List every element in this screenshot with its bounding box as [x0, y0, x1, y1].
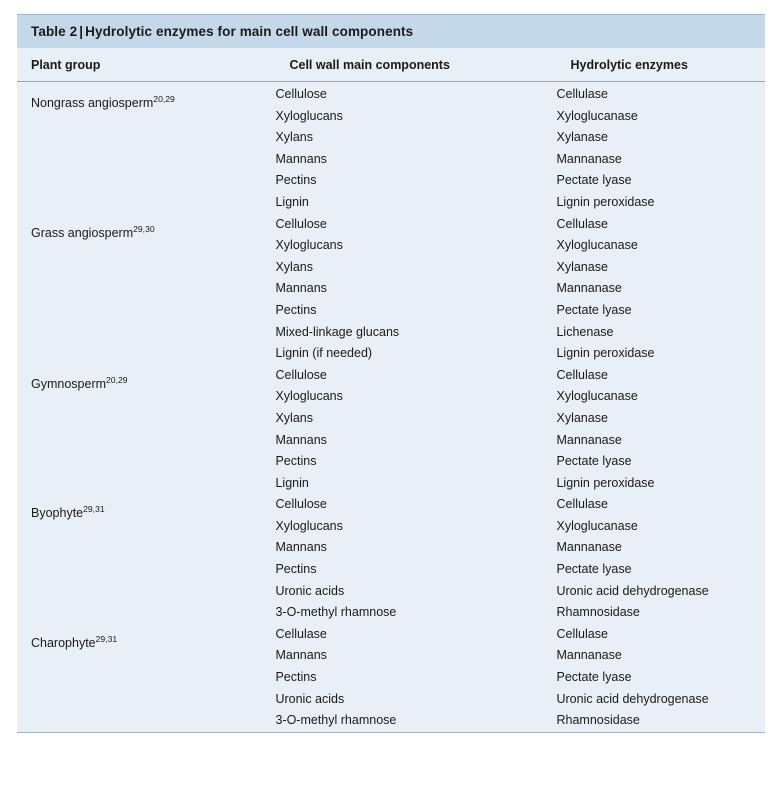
plant-group-reference: 29,31: [83, 504, 105, 515]
table-caption-separator: |: [79, 24, 84, 39]
enzyme-item: Cellulase: [556, 216, 608, 231]
component-item: Pectins: [275, 670, 317, 685]
enzyme-item: Lichenase: [556, 324, 614, 339]
enzymes-list: [556, 82, 755, 214]
enzyme-item: Lignin peroxidase: [556, 346, 655, 361]
component-item: Mannans: [275, 540, 327, 555]
enzyme-item: Xyloglucanase: [556, 518, 638, 533]
component-item: Xyloglucans: [275, 518, 343, 533]
enzyme-item: Rhamnosidase: [556, 605, 640, 620]
enzymes-cell: [556, 624, 765, 732]
component-item: Xyloglucans: [275, 108, 343, 123]
component-item: Cellulose: [275, 216, 327, 231]
enzyme-item: Xyloglucanase: [556, 389, 638, 404]
table-row: [17, 624, 765, 732]
component-item: Uronic acids: [275, 691, 345, 706]
table-body: [17, 82, 765, 732]
component-item: Lignin: [275, 475, 309, 490]
enzymes-list: [556, 214, 755, 365]
component-item: Cellulose: [275, 497, 327, 512]
component-item: Mannans: [275, 281, 327, 296]
enzyme-item: Xylanase: [556, 130, 608, 145]
enzymes-cell: [556, 365, 765, 495]
table-container: [17, 14, 765, 733]
enzyme-item: Mannanase: [556, 281, 622, 296]
enzyme-item: Mannanase: [556, 432, 622, 447]
plant-group-label: Charophyte$^{29,31}$: [31, 633, 118, 650]
enzyme-item: Lignin peroxidase: [556, 194, 655, 209]
components-cell: [275, 214, 556, 365]
component-item: 3-O-methyl rhamnose: [275, 713, 397, 728]
column-header-plant-group: Plant group: [17, 48, 275, 82]
column-header-components: Cell wall main components: [275, 48, 556, 82]
enzyme-item: Pectate lyase: [556, 173, 632, 188]
enzyme-item: Cellulase: [556, 367, 608, 382]
enzyme-item: Pectate lyase: [556, 670, 632, 685]
table-label: Table 2: [31, 24, 78, 39]
plant-group-cell: [17, 214, 275, 365]
component-item: Xyloglucans: [275, 389, 343, 404]
enzymes-list: [556, 624, 755, 732]
component-item: Xylans: [275, 130, 313, 145]
enzymes-cell: [556, 214, 765, 365]
enzymes-list: [556, 494, 755, 624]
enzyme-item: Xylanase: [556, 259, 608, 274]
plant-group-cell: [17, 624, 275, 732]
enzyme-item: Pectate lyase: [556, 302, 632, 317]
components-list: [275, 82, 550, 214]
enzyme-item: Cellulase: [556, 87, 608, 101]
component-item: Lignin (if needed): [275, 346, 373, 361]
components-list: [275, 365, 550, 495]
enzyme-item: Mannanase: [556, 151, 622, 166]
enzyme-item: Lignin peroxidase: [556, 475, 655, 490]
plant-group-label: Byophyte$^{29,31}$: [31, 504, 105, 521]
plant-group-label: Grass angiosperm$^{29,30}$: [31, 223, 155, 240]
component-item: Xylans: [275, 259, 313, 274]
components-list: [275, 624, 550, 732]
enzymes-table: [17, 48, 765, 732]
component-item: Mixed-linkage glucans: [275, 324, 400, 339]
enzyme-item: Rhamnosidase: [556, 713, 640, 728]
components-cell: [275, 624, 556, 732]
enzymes-cell: [556, 82, 765, 214]
table-row: [17, 82, 765, 214]
plant-group-reference: 29,30: [133, 223, 155, 234]
component-item: Cellulase: [275, 626, 327, 641]
component-item: Pectins: [275, 562, 317, 577]
plant-group-cell: [17, 82, 275, 214]
plant-group-label: Nongrass angiosperm$^{20,29}$: [31, 93, 175, 110]
component-item: 3-O-methyl rhamnose: [275, 605, 397, 620]
enzyme-item: Pectate lyase: [556, 562, 632, 577]
component-item: Lignin: [275, 194, 309, 209]
enzyme-item: Xyloglucanase: [556, 238, 638, 253]
enzymes-list: [556, 365, 755, 495]
table-row: [17, 214, 765, 365]
table-caption-text: Hydrolytic enzymes for main cell wall components: [85, 24, 414, 39]
enzyme-item: Mannanase: [556, 648, 622, 663]
component-item: Xyloglucans: [275, 238, 343, 253]
enzyme-item: Cellulase: [556, 626, 608, 641]
components-cell: [275, 365, 556, 495]
enzyme-item: Cellulase: [556, 497, 608, 512]
enzyme-item: Xylanase: [556, 410, 608, 425]
components-list: [275, 494, 550, 624]
column-header-enzymes: Hydrolytic enzymes: [556, 48, 765, 82]
plant-group-label: Gymnosperm$^{20,29}$: [31, 374, 128, 391]
component-item: Xylans: [275, 410, 313, 425]
component-item: Mannans: [275, 648, 327, 663]
plant-group-reference: 29,31: [95, 633, 118, 644]
enzyme-item: Xyloglucanase: [556, 108, 638, 123]
component-item: Mannans: [275, 432, 327, 447]
component-item: Pectins: [275, 454, 317, 469]
table-header-row: [17, 48, 765, 82]
plant-group-reference: 20,29: [153, 93, 175, 104]
components-cell: [275, 494, 556, 624]
component-item: Mannans: [275, 151, 327, 166]
enzyme-item: Uronic acid dehydrogenase: [556, 691, 709, 706]
enzymes-cell: [556, 494, 765, 624]
enzyme-item: Pectate lyase: [556, 454, 632, 469]
plant-group-reference: 20,29: [106, 374, 128, 385]
enzyme-item: Uronic acid dehydrogenase: [556, 583, 709, 598]
components-cell: [275, 82, 556, 214]
table-head: [17, 48, 765, 82]
table-row: [17, 494, 765, 624]
enzyme-item: Mannanase: [556, 540, 622, 555]
component-item: Pectins: [275, 173, 317, 188]
components-list: [275, 214, 550, 365]
component-item: Cellulose: [275, 367, 327, 382]
plant-group-cell: [17, 494, 275, 624]
component-item: Cellulose: [275, 87, 327, 101]
component-item: Pectins: [275, 302, 317, 317]
table-caption: [17, 15, 765, 48]
component-item: Uronic acids: [275, 583, 345, 598]
plant-group-cell: [17, 365, 275, 495]
table-row: [17, 365, 765, 495]
